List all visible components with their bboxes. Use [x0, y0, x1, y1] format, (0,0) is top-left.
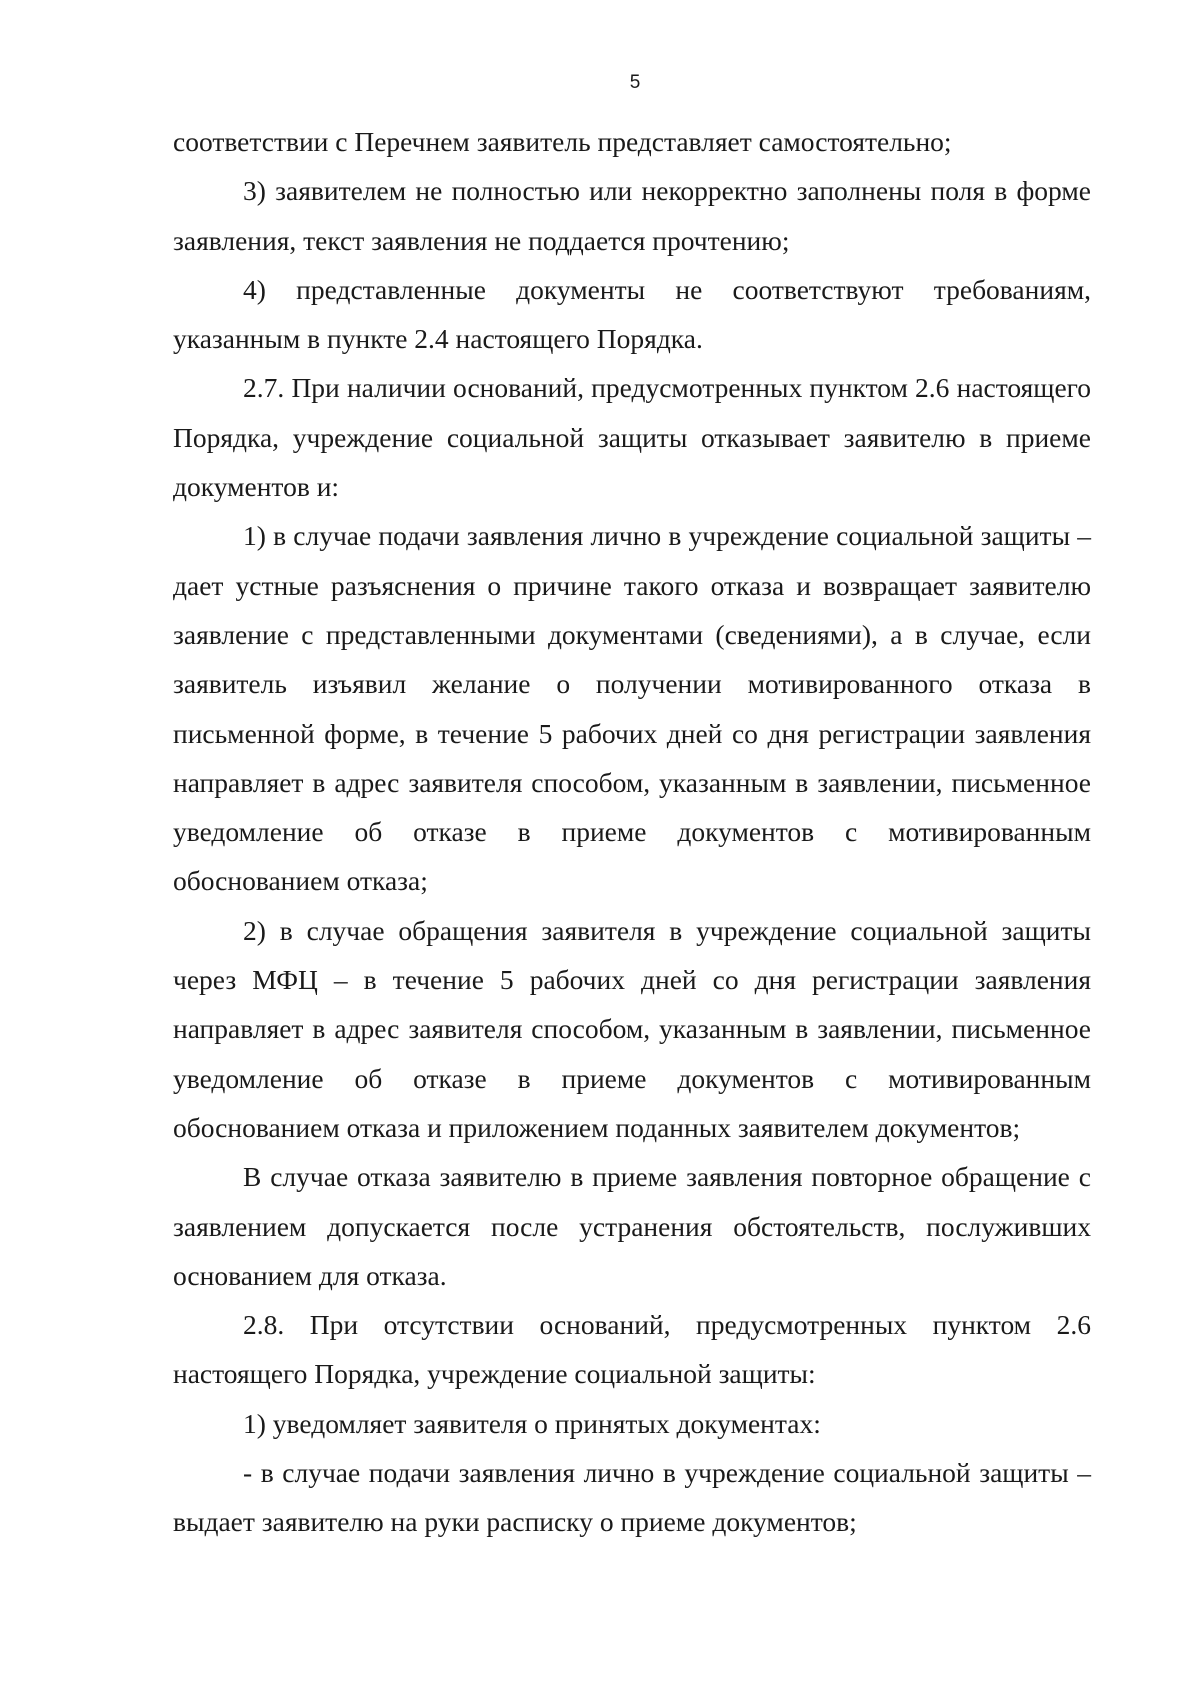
paragraph: 2) в случае обращения заявителя в учреждение социальной защиты через МФЦ – в течение 5 рабочих дней со дня регистрации заявления направляет в адрес заявителя способом, указанным в заявлении, письменное уведомление об отказе в приеме документов с мотивированным обоснованием отказа и приложением поданных заявителем документов;	[173, 914, 1091, 1143]
paragraph: 2.8. При отсутствии оснований, предусмотренных пунктом 2.6 настоящего Порядка, учреждение социальной защиты:	[173, 1309, 1091, 1390]
document-body	[173, 117, 1091, 1547]
paragraph: 1) в случае подачи заявления лично в учреждение социальной защиты – дает устные разъяснения о причине такого отказа и возвращает заявителю заявление с представленными документами (сведениями), а в случае, если заявитель изъявил желание о получении мотивированного отказа в письменной форме, в течение 5 рабочих дней со дня регистрации заявления направляет в адрес заявителя способом, указанным в заявлении, письменное уведомление об отказе в приеме документов с мотивированным обоснованием отказа;	[173, 520, 1091, 897]
paragraph: 3) заявителем не полностью или некорректно заполнены поля в форме заявления, текст заявления не поддается прочтению;	[173, 175, 1091, 256]
paragraph: - в случае подачи заявления лично в учреждение социальной защиты – выдает заявителю на руки расписку о приеме документов;	[173, 1457, 1091, 1538]
paragraph: 2.7. При наличии оснований, предусмотренных пунктом 2.6 настоящего Порядка, учреждение социальной защиты отказывает заявителю в приеме документов и:	[173, 372, 1091, 503]
paragraph: В случае отказа заявителю в приеме заявления повторное обращение с заявлением допускается после устранения обстоятельств, послуживших основанием для отказа.	[173, 1161, 1091, 1291]
paragraph: соответствии с Перечнем заявитель представляет самостоятельно;	[173, 126, 952, 157]
paragraph: 1) уведомляет заявителя о принятых документах:	[243, 1407, 821, 1439]
page-number: 5	[629, 72, 641, 93]
paragraph: 4) представленные документы не соответствуют требованиям, указанным в пункте 2.4 настоящего Порядка.	[173, 273, 1091, 355]
